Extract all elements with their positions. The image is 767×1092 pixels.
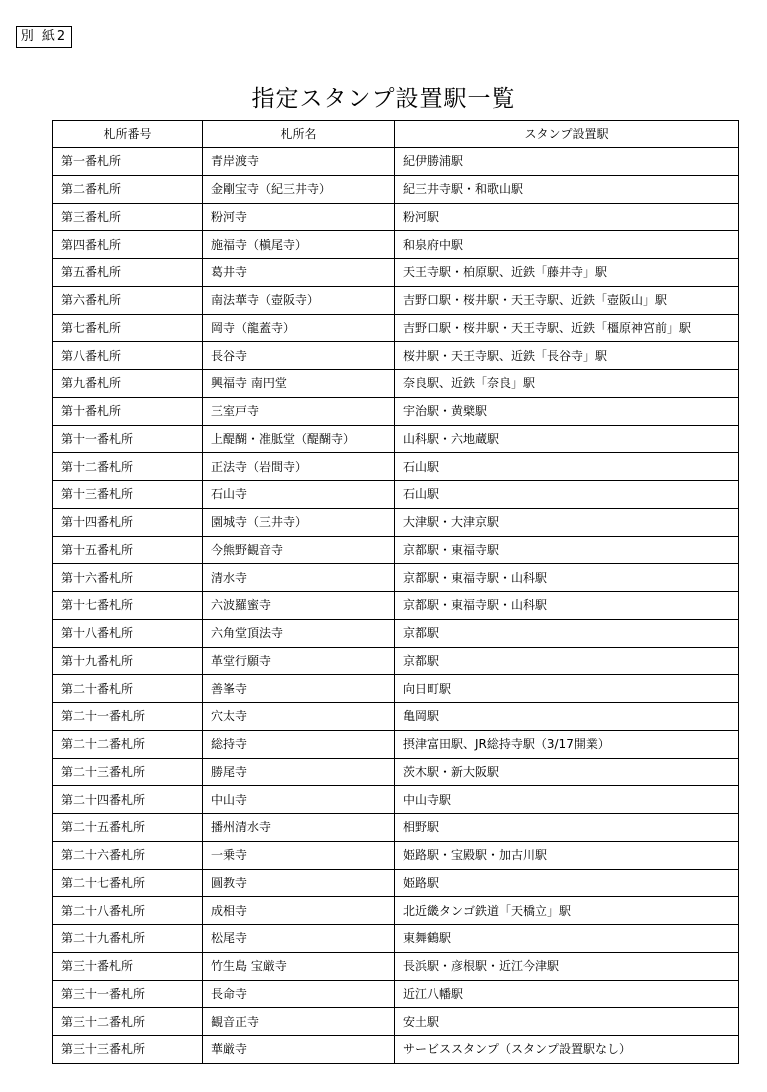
temple-number-cell: 第一番札所 [53, 148, 203, 176]
temple-name-cell: 革堂行願寺 [203, 647, 395, 675]
stamp-station-cell: 京都駅・東福寺駅 [395, 536, 739, 564]
table-row [53, 370, 739, 398]
stamp-station-cell: 石山駅 [395, 453, 739, 481]
temple-name-cell: 六角堂頂法寺 [203, 619, 395, 647]
stamp-station-cell: 京都駅 [395, 647, 739, 675]
temple-name-cell: 葛井寺 [203, 259, 395, 287]
table-row [53, 259, 739, 287]
stamp-station-cell: 宇治駅・黄檗駅 [395, 397, 739, 425]
temple-number-cell: 第三番札所 [53, 203, 203, 231]
temple-number-cell: 第二十六番札所 [53, 841, 203, 869]
temple-name-cell: 施福寺（槇尾寺） [203, 231, 395, 259]
temple-name-cell: 岡寺（龍蓋寺） [203, 314, 395, 342]
table-row [53, 758, 739, 786]
temple-number-cell: 第二十八番札所 [53, 897, 203, 925]
temple-name-cell: 園城寺（三井寺） [203, 508, 395, 536]
table-row [53, 342, 739, 370]
temple-number-cell: 第十二番札所 [53, 453, 203, 481]
stamp-station-cell: 東舞鶴駅 [395, 925, 739, 953]
temple-name-cell: 青岸渡寺 [203, 148, 395, 176]
temple-name-cell: 南法華寺（壺阪寺） [203, 286, 395, 314]
temple-number-cell: 第二十三番札所 [53, 758, 203, 786]
table-row [53, 897, 739, 925]
temple-number-cell: 第二十九番札所 [53, 925, 203, 953]
temple-name-cell: 竹生島 宝厳寺 [203, 952, 395, 980]
stamp-station-cell: 山科駅・六地蔵駅 [395, 425, 739, 453]
stamp-station-cell: 安土駅 [395, 1008, 739, 1036]
temple-number-cell: 第二十四番札所 [53, 786, 203, 814]
temple-number-cell: 第二十一番札所 [53, 703, 203, 731]
table-row [53, 397, 739, 425]
temple-name-cell: 松尾寺 [203, 925, 395, 953]
table-row [53, 814, 739, 842]
stamp-station-cell: 中山寺駅 [395, 786, 739, 814]
temple-number-cell: 第十八番札所 [53, 619, 203, 647]
stamp-station-cell: 京都駅・東福寺駅・山科駅 [395, 564, 739, 592]
temple-number-cell: 第十四番札所 [53, 508, 203, 536]
stamp-station-cell: 近江八幡駅 [395, 980, 739, 1008]
table-row [53, 730, 739, 758]
table-row [53, 425, 739, 453]
temple-name-cell: 金剛宝寺（紀三井寺） [203, 175, 395, 203]
table-header-row [53, 121, 739, 148]
stamp-station-cell: 天王寺駅・柏原駅、近鉄「藤井寺」駅 [395, 259, 739, 287]
table-row [53, 148, 739, 176]
table-row [53, 592, 739, 620]
temple-name-cell: 長谷寺 [203, 342, 395, 370]
temple-name-cell: 三室戸寺 [203, 397, 395, 425]
stamp-station-table [52, 120, 739, 1064]
temple-number-cell: 第九番札所 [53, 370, 203, 398]
stamp-station-cell: 和泉府中駅 [395, 231, 739, 259]
temple-number-cell: 第十五番札所 [53, 536, 203, 564]
temple-name-cell: 圓教寺 [203, 869, 395, 897]
stamp-station-cell: 吉野口駅・桜井駅・天王寺駅、近鉄「橿原神宮前」駅 [395, 314, 739, 342]
temple-number-cell: 第七番札所 [53, 314, 203, 342]
header-temple-name: 札所名 [203, 121, 395, 148]
temple-number-cell: 第十一番札所 [53, 425, 203, 453]
stamp-station-cell: サービススタンプ（スタンプ設置駅なし） [395, 1036, 739, 1064]
table-row [53, 786, 739, 814]
table-row [53, 675, 739, 703]
stamp-station-cell: 紀三井寺駅・和歌山駅 [395, 175, 739, 203]
temple-number-cell: 第二十二番札所 [53, 730, 203, 758]
stamp-station-cell: 石山駅 [395, 481, 739, 509]
table-row [53, 175, 739, 203]
temple-name-cell: 六波羅蜜寺 [203, 592, 395, 620]
page-title: 指定スタンプ設置駅一覧 [251, 86, 516, 112]
temple-number-cell: 第十九番札所 [53, 647, 203, 675]
temple-name-cell: 観音正寺 [203, 1008, 395, 1036]
stamp-station-cell: 紀伊勝浦駅 [395, 148, 739, 176]
temple-number-cell: 第五番札所 [53, 259, 203, 287]
temple-number-cell: 第八番札所 [53, 342, 203, 370]
stamp-station-cell: 北近畿タンゴ鉄道「天橋立」駅 [395, 897, 739, 925]
temple-name-cell: 清水寺 [203, 564, 395, 592]
temple-name-cell: 長命寺 [203, 980, 395, 1008]
temple-number-cell: 第十番札所 [53, 397, 203, 425]
temple-number-cell: 第二十番札所 [53, 675, 203, 703]
table-row [53, 231, 739, 259]
table-row [53, 203, 739, 231]
stamp-station-cell: 亀岡駅 [395, 703, 739, 731]
temple-name-cell: 播州清水寺 [203, 814, 395, 842]
temple-number-cell: 第十六番札所 [53, 564, 203, 592]
temple-number-cell: 第二番札所 [53, 175, 203, 203]
temple-name-cell: 華厳寺 [203, 1036, 395, 1064]
table-row [53, 508, 739, 536]
table-row [53, 952, 739, 980]
temple-name-cell: 穴太寺 [203, 703, 395, 731]
table-row [53, 286, 739, 314]
table-row [53, 647, 739, 675]
temple-name-cell: 石山寺 [203, 481, 395, 509]
table-row [53, 1036, 739, 1064]
table-row [53, 619, 739, 647]
temple-name-cell: 正法寺（岩間寺） [203, 453, 395, 481]
temple-name-cell: 成相寺 [203, 897, 395, 925]
annex-label: 別 紙2 [16, 26, 72, 48]
table-row [53, 314, 739, 342]
stamp-station-cell: 摂津富田駅、JR総持寺駅（3/17開業） [395, 730, 739, 758]
temple-name-cell: 中山寺 [203, 786, 395, 814]
temple-number-cell: 第三十三番札所 [53, 1036, 203, 1064]
temple-number-cell: 第十三番札所 [53, 481, 203, 509]
stamp-station-cell: 京都駅・東福寺駅・山科駅 [395, 592, 739, 620]
stamp-station-cell: 姫路駅・宝殿駅・加古川駅 [395, 841, 739, 869]
temple-name-cell: 総持寺 [203, 730, 395, 758]
table-row [53, 841, 739, 869]
header-temple-number: 札所番号 [53, 121, 203, 148]
temple-number-cell: 第十七番札所 [53, 592, 203, 620]
table-row [53, 925, 739, 953]
table-row [53, 536, 739, 564]
temple-number-cell: 第六番札所 [53, 286, 203, 314]
table-row [53, 481, 739, 509]
header-stamp-station: スタンプ設置駅 [395, 121, 739, 148]
stamp-station-cell: 姫路駅 [395, 869, 739, 897]
temple-name-cell: 上醍醐・准胝堂（醍醐寺） [203, 425, 395, 453]
stamp-station-cell: 長浜駅・彦根駅・近江今津駅 [395, 952, 739, 980]
stamp-station-cell: 吉野口駅・桜井駅・天王寺駅、近鉄「壺阪山」駅 [395, 286, 739, 314]
temple-name-cell: 善峯寺 [203, 675, 395, 703]
temple-number-cell: 第二十七番札所 [53, 869, 203, 897]
temple-name-cell: 今熊野観音寺 [203, 536, 395, 564]
stamp-station-cell: 桜井駅・天王寺駅、近鉄「長谷寺」駅 [395, 342, 739, 370]
stamp-station-cell: 京都駅 [395, 619, 739, 647]
stamp-station-cell: 向日町駅 [395, 675, 739, 703]
temple-name-cell: 粉河寺 [203, 203, 395, 231]
temple-number-cell: 第三十番札所 [53, 952, 203, 980]
temple-name-cell: 勝尾寺 [203, 758, 395, 786]
stamp-station-cell: 粉河駅 [395, 203, 739, 231]
table-row [53, 703, 739, 731]
stamp-station-cell: 大津駅・大津京駅 [395, 508, 739, 536]
temple-number-cell: 第三十二番札所 [53, 1008, 203, 1036]
stamp-station-cell: 相野駅 [395, 814, 739, 842]
stamp-station-cell: 茨木駅・新大阪駅 [395, 758, 739, 786]
temple-number-cell: 第二十五番札所 [53, 814, 203, 842]
temple-number-cell: 第四番札所 [53, 231, 203, 259]
temple-number-cell: 第三十一番札所 [53, 980, 203, 1008]
table-row [53, 1008, 739, 1036]
temple-name-cell: 興福寺 南円堂 [203, 370, 395, 398]
table-row [53, 980, 739, 1008]
table-row [53, 453, 739, 481]
temple-name-cell: 一乗寺 [203, 841, 395, 869]
stamp-station-cell: 奈良駅、近鉄「奈良」駅 [395, 370, 739, 398]
table-row [53, 869, 739, 897]
table-row [53, 564, 739, 592]
